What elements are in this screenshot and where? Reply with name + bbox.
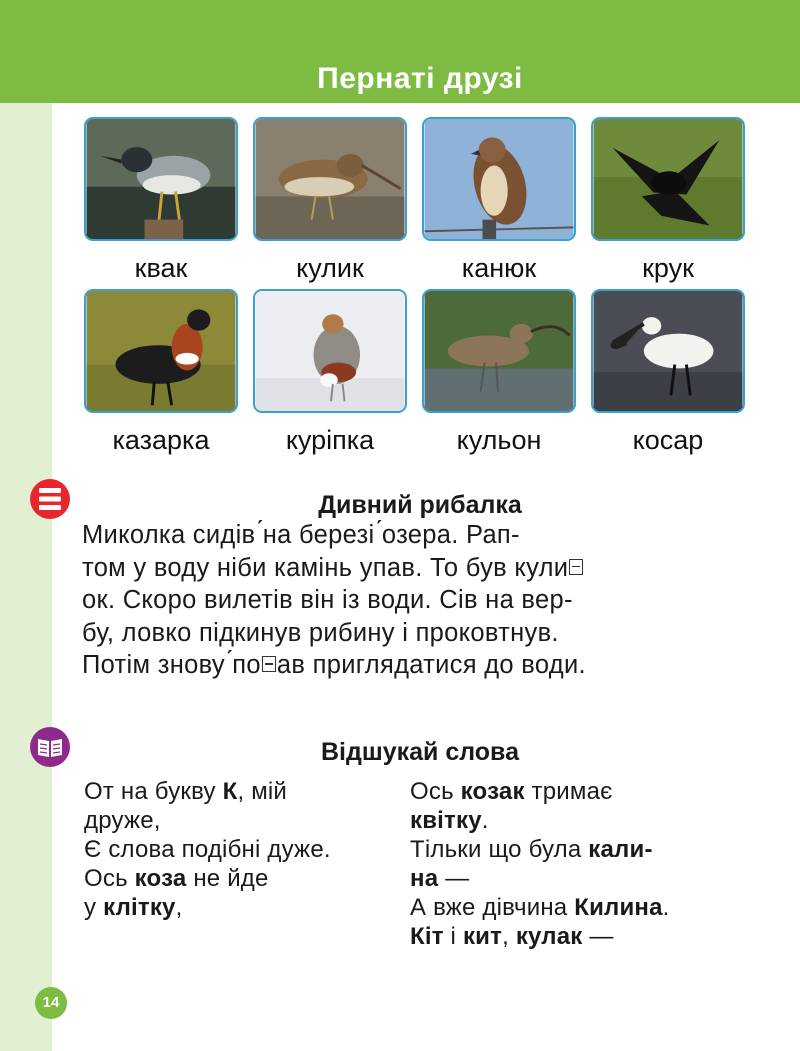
poem-title: Відшукай слова bbox=[320, 738, 519, 766]
curlew-photo bbox=[422, 289, 576, 413]
bird-caption: канюк bbox=[461, 253, 537, 283]
poem-text: А вже дівчина bbox=[410, 894, 575, 921]
story-line bbox=[82, 649, 782, 682]
red-breasted-goose-photo bbox=[84, 289, 238, 413]
poem-keyword: Кіт bbox=[410, 923, 444, 950]
poem-line bbox=[410, 777, 670, 806]
bird-caption: крук bbox=[642, 253, 694, 283]
poem-text: і bbox=[443, 923, 463, 950]
poem-line bbox=[84, 893, 331, 922]
bird-caption: квак bbox=[134, 253, 188, 283]
poem-line: Є слова подібні дуже. bbox=[84, 836, 331, 863]
poem-text: От на букву bbox=[84, 778, 223, 805]
poem-text: Ось bbox=[410, 778, 461, 805]
story-line: Миколка сидів ́на березі ́озера. Рап- bbox=[82, 521, 520, 549]
poem-text: . bbox=[662, 894, 670, 921]
poem-text: , bbox=[175, 894, 183, 921]
poem-keyword: кит bbox=[462, 923, 503, 950]
bird-caption: косар bbox=[632, 425, 704, 455]
poem-text: Тільки що була bbox=[410, 836, 589, 863]
poem-text: — bbox=[438, 865, 470, 892]
poem-text: — bbox=[582, 923, 614, 950]
poem-line bbox=[410, 835, 670, 864]
missing-letter-box bbox=[569, 559, 583, 575]
poem-text: . bbox=[481, 807, 489, 834]
poem-keyword: кулак bbox=[515, 923, 583, 950]
poem-line: друже, bbox=[84, 807, 161, 834]
story-line-text: том у воду ніби камінь упав. То був кули bbox=[82, 553, 569, 582]
story-line-text: ав приглядатися до води. bbox=[276, 651, 586, 679]
bird-caption: казарка bbox=[112, 425, 210, 455]
story-title: Дивний рибалка bbox=[318, 491, 522, 519]
bird-caption: кулик bbox=[296, 253, 364, 283]
poem-keyword: К bbox=[222, 778, 238, 805]
poem-line bbox=[410, 806, 670, 835]
story-line: бу, ловко підкинув рибину і проковтнув. bbox=[82, 618, 559, 647]
poem-line bbox=[84, 864, 331, 893]
poem-text: не йде bbox=[186, 865, 269, 892]
poem-text: Ось bbox=[84, 865, 135, 892]
poem-keyword: на bbox=[410, 865, 439, 892]
poem-text: , мій bbox=[237, 778, 288, 805]
poem-keyword: козак bbox=[460, 778, 525, 805]
poem-line bbox=[410, 922, 670, 951]
buzzard-photo bbox=[422, 117, 576, 241]
story-line-text: Потім знову ́по bbox=[82, 651, 261, 679]
poem-keyword: кали- bbox=[588, 836, 653, 863]
poem-line bbox=[410, 893, 670, 922]
page-title: Пернаті друзі bbox=[317, 62, 523, 95]
bird-caption: куріпка bbox=[285, 425, 375, 455]
poem-left-column bbox=[84, 777, 331, 922]
poem-line bbox=[84, 777, 331, 806]
poem-text: , bbox=[502, 923, 516, 950]
snipe-photo bbox=[253, 117, 407, 241]
partridge-photo bbox=[253, 289, 407, 413]
poem-keyword: клітку bbox=[103, 894, 176, 921]
missing-letter-box bbox=[262, 656, 276, 672]
poem-line bbox=[410, 864, 670, 893]
night-heron-photo bbox=[84, 117, 238, 241]
spoonbill-photo bbox=[591, 289, 745, 413]
side-strip bbox=[0, 103, 52, 1051]
bird-caption: кульон bbox=[456, 425, 542, 455]
story-line bbox=[82, 552, 782, 585]
poem-keyword: Килина bbox=[574, 894, 663, 921]
poem-text: тримає bbox=[524, 778, 613, 805]
poem-text: у bbox=[84, 894, 104, 921]
story-text bbox=[82, 519, 782, 682]
page-number: 14 bbox=[35, 987, 67, 1019]
raven-photo bbox=[591, 117, 745, 241]
story-line: ок. Скоро вилетів він із води. Сів на вер- bbox=[82, 586, 573, 614]
poem-keyword: квітку bbox=[410, 807, 482, 834]
poem-right-column bbox=[410, 777, 670, 951]
poem-keyword: коза bbox=[134, 865, 187, 892]
